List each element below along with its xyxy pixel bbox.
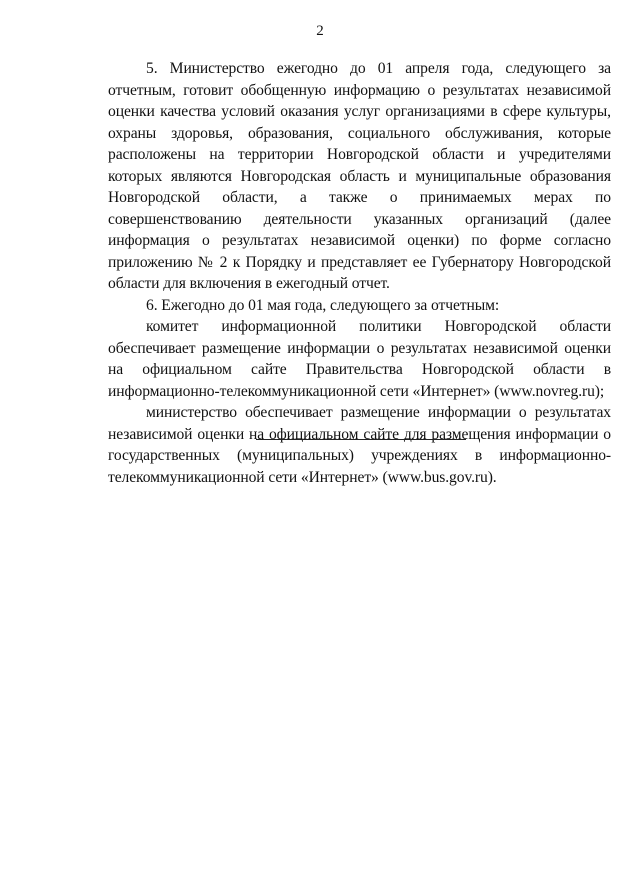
paragraph-6-committee: комитет информационной политики Новгородской области обеспечивает размещение информации о результатах независимой оценки на официальном сайте Правительства Новгородской области в информационно-телекоммуникационной сети «Интернет» (www.novreg.ru); <box>108 318 611 400</box>
page-number: 2 <box>316 23 324 39</box>
closing-divider-line <box>256 439 466 440</box>
document-body <box>108 58 611 488</box>
paragraph-6: 6. Ежегодно до 01 мая года, следующего за отчетным: <box>146 296 500 314</box>
paragraph-5: 5. Министерство ежегодно до 01 апреля года, следующего за отчетным, готовит обобщенную информацию о результатах независимой оценки качества условий оказания услуг организациями в сфере культуры, охраны здоровья, образования, социального обслуживания, которые расположены на территории Новгородской области и учредителями которых являются Новгородская область и муниципальные образования Новгородской области, а также о принимаемых мерах по совершенствованию деятельности указанных организаций (далее информация о результатах независимой оценки) по форме согласно приложению № 2 к Порядку и представляет ее Губернатору Новгородской области для включения в ежегодный отчет. <box>108 60 611 292</box>
paragraph-6-ministry: министерство обеспечивает размещение информации о результатах независимой оценки на официальном сайте для размещения информации о государственных (муниципальных) учреждениях в информационно-телекоммуникационной сети «Интернет» (www.bus.gov.ru). <box>108 404 611 486</box>
